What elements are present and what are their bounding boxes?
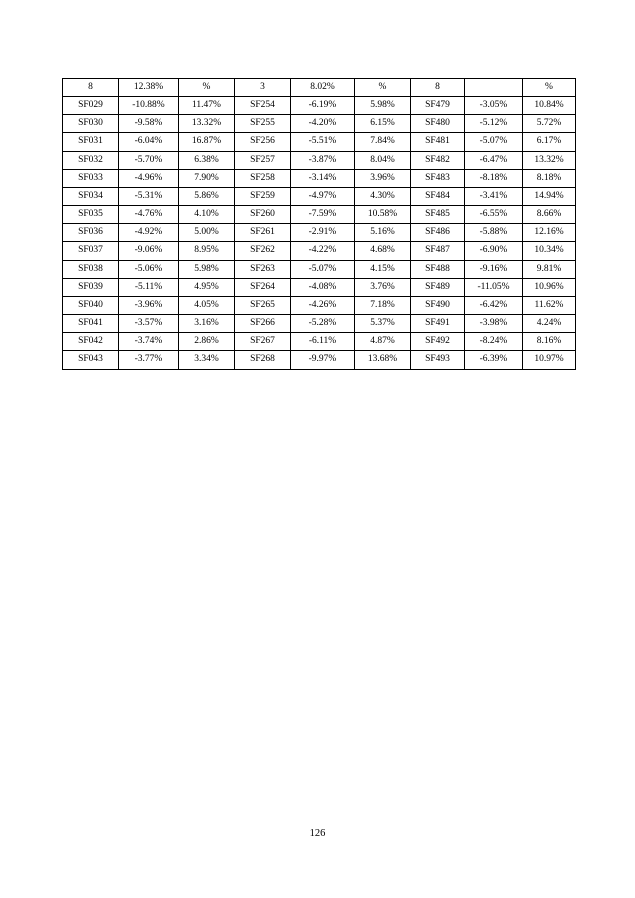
table-cell: -4.92% (119, 224, 179, 242)
table-cell: -6.55% (465, 206, 523, 224)
table-cell: SF480 (411, 115, 465, 133)
table-cell: -3.05% (465, 97, 523, 115)
table-cell: 6.17% (523, 133, 576, 151)
table-cell: SF040 (63, 296, 119, 314)
table-cell: SF043 (63, 351, 119, 369)
table-row (63, 97, 576, 115)
table-cell: -6.19% (291, 97, 355, 115)
table-cell: -5.70% (119, 151, 179, 169)
table-cell: -3.57% (119, 315, 179, 333)
table-cell: -6.04% (119, 133, 179, 151)
table-cell: 5.37% (355, 315, 411, 333)
table-row (63, 278, 576, 296)
page-number: 126 (309, 828, 326, 839)
table-cell: % (179, 79, 235, 97)
table-cell: -5.28% (291, 315, 355, 333)
table-cell: 7.90% (179, 169, 235, 187)
table-cell: -6.11% (291, 333, 355, 351)
table-cell: -11.05% (465, 278, 523, 296)
table-cell: 14.94% (523, 187, 576, 205)
table-cell: SF259 (235, 187, 291, 205)
table-row (63, 351, 576, 369)
table-cell: -5.06% (119, 260, 179, 278)
table-cell: SF034 (63, 187, 119, 205)
table-cell: SF262 (235, 242, 291, 260)
table-row (63, 187, 576, 205)
table-cell: -9.06% (119, 242, 179, 260)
table-row (63, 260, 576, 278)
table-cell: % (523, 79, 576, 97)
table-cell: 4.24% (523, 315, 576, 333)
table-row (63, 115, 576, 133)
table-cell: -6.42% (465, 296, 523, 314)
table-row (63, 224, 576, 242)
table-row (63, 133, 576, 151)
table-cell: -5.07% (291, 260, 355, 278)
table-cell: -5.11% (119, 278, 179, 296)
table-cell: 3.96% (355, 169, 411, 187)
table-cell: SF485 (411, 206, 465, 224)
table-cell: -6.47% (465, 151, 523, 169)
table-cell: 4.05% (179, 296, 235, 314)
table-cell (465, 79, 523, 97)
table-cell: 6.15% (355, 115, 411, 133)
table-cell: -6.90% (465, 242, 523, 260)
table-cell: 10.84% (523, 97, 576, 115)
table-cell: 6.38% (179, 151, 235, 169)
table-cell: SF254 (235, 97, 291, 115)
table-cell: 8.66% (523, 206, 576, 224)
table-cell: SF483 (411, 169, 465, 187)
table-cell: SF264 (235, 278, 291, 296)
table-cell: -4.97% (291, 187, 355, 205)
table-cell: -4.08% (291, 278, 355, 296)
table-cell: -3.96% (119, 296, 179, 314)
table-cell: 5.00% (179, 224, 235, 242)
table-cell: 8 (63, 79, 119, 97)
table-cell: 7.18% (355, 296, 411, 314)
table-cell: SF487 (411, 242, 465, 260)
table-cell: 10.58% (355, 206, 411, 224)
table-cell: -4.76% (119, 206, 179, 224)
table-cell: 7.84% (355, 133, 411, 151)
table-cell: SF265 (235, 296, 291, 314)
table-cell: SF267 (235, 333, 291, 351)
table-cell: SF493 (411, 351, 465, 369)
table-cell: 2.86% (179, 333, 235, 351)
table-cell: 11.47% (179, 97, 235, 115)
table-cell: 9.81% (523, 260, 576, 278)
table-cell: -9.97% (291, 351, 355, 369)
table-cell: -5.51% (291, 133, 355, 151)
table-cell: SF256 (235, 133, 291, 151)
table-row (63, 169, 576, 187)
table-cell: -4.26% (291, 296, 355, 314)
table-row (63, 315, 576, 333)
table-cell: 5.86% (179, 187, 235, 205)
table-cell: 5.98% (355, 97, 411, 115)
table-cell: -8.24% (465, 333, 523, 351)
table-cell: -5.31% (119, 187, 179, 205)
table-cell: 8.02% (291, 79, 355, 97)
table-cell: -3.74% (119, 333, 179, 351)
table-cell: 5.72% (523, 115, 576, 133)
table-cell: SF484 (411, 187, 465, 205)
table-cell: SF038 (63, 260, 119, 278)
table-cell: SF260 (235, 206, 291, 224)
table-cell: -3.87% (291, 151, 355, 169)
table-cell: SF029 (63, 97, 119, 115)
table-cell: 4.15% (355, 260, 411, 278)
table-cell: 4.87% (355, 333, 411, 351)
table-cell: 12.16% (523, 224, 576, 242)
table-cell: SF030 (63, 115, 119, 133)
table-cell: 13.32% (523, 151, 576, 169)
table-cell: -2.91% (291, 224, 355, 242)
table-cell: -6.39% (465, 351, 523, 369)
table-cell: SF268 (235, 351, 291, 369)
table-cell: SF491 (411, 315, 465, 333)
data-table (62, 78, 576, 370)
table-cell: SF490 (411, 296, 465, 314)
table-cell: -4.22% (291, 242, 355, 260)
table-cell: SF492 (411, 333, 465, 351)
table-cell: -3.98% (465, 315, 523, 333)
table-cell: SF482 (411, 151, 465, 169)
table-row (63, 79, 576, 97)
table-cell: SF042 (63, 333, 119, 351)
table-cell: -8.18% (465, 169, 523, 187)
table-cell: SF257 (235, 151, 291, 169)
table-cell: -3.14% (291, 169, 355, 187)
table-cell: 8.18% (523, 169, 576, 187)
table-cell: 8 (411, 79, 465, 97)
table-cell: SF481 (411, 133, 465, 151)
table-cell: -3.77% (119, 351, 179, 369)
table-cell: % (355, 79, 411, 97)
table-cell: 3 (235, 79, 291, 97)
table-cell: 4.10% (179, 206, 235, 224)
table-row (63, 296, 576, 314)
table-cell: 13.32% (179, 115, 235, 133)
table-cell: 8.04% (355, 151, 411, 169)
table-cell: 16.87% (179, 133, 235, 151)
table-cell: -9.58% (119, 115, 179, 133)
table-cell: SF255 (235, 115, 291, 133)
table-row (63, 206, 576, 224)
table-cell: 8.95% (179, 242, 235, 260)
table-cell: 10.97% (523, 351, 576, 369)
table-cell: 11.62% (523, 296, 576, 314)
table-cell: -7.59% (291, 206, 355, 224)
table-cell: SF479 (411, 97, 465, 115)
table-row (63, 151, 576, 169)
table-cell: -5.12% (465, 115, 523, 133)
table-cell: SF489 (411, 278, 465, 296)
table-cell: 3.34% (179, 351, 235, 369)
table-cell: SF263 (235, 260, 291, 278)
table-cell: -10.88% (119, 97, 179, 115)
table-cell: 5.98% (179, 260, 235, 278)
table-cell: -3.41% (465, 187, 523, 205)
table-cell: SF261 (235, 224, 291, 242)
table-cell: -5.07% (465, 133, 523, 151)
table-cell: SF037 (63, 242, 119, 260)
table-cell: SF032 (63, 151, 119, 169)
table-cell: -9.16% (465, 260, 523, 278)
table-cell: SF266 (235, 315, 291, 333)
table-cell: 3.16% (179, 315, 235, 333)
table-cell: 13.68% (355, 351, 411, 369)
table-cell: 12.38% (119, 79, 179, 97)
table-cell: 10.96% (523, 278, 576, 296)
table-cell: SF488 (411, 260, 465, 278)
table-body (63, 79, 576, 370)
table-cell: SF031 (63, 133, 119, 151)
table-cell: 10.34% (523, 242, 576, 260)
table-cell: -5.88% (465, 224, 523, 242)
table-cell: SF035 (63, 206, 119, 224)
table-cell: SF041 (63, 315, 119, 333)
table-cell: -4.96% (119, 169, 179, 187)
table-cell: SF033 (63, 169, 119, 187)
table-cell: 5.16% (355, 224, 411, 242)
table-cell: -4.20% (291, 115, 355, 133)
table-cell: SF258 (235, 169, 291, 187)
table-cell: 8.16% (523, 333, 576, 351)
table-cell: SF486 (411, 224, 465, 242)
table-cell: 4.30% (355, 187, 411, 205)
table-row (63, 333, 576, 351)
table-row (63, 242, 576, 260)
table-cell: 4.68% (355, 242, 411, 260)
table-cell: SF036 (63, 224, 119, 242)
table-cell: 4.95% (179, 278, 235, 296)
table-cell: 3.76% (355, 278, 411, 296)
table-cell: SF039 (63, 278, 119, 296)
